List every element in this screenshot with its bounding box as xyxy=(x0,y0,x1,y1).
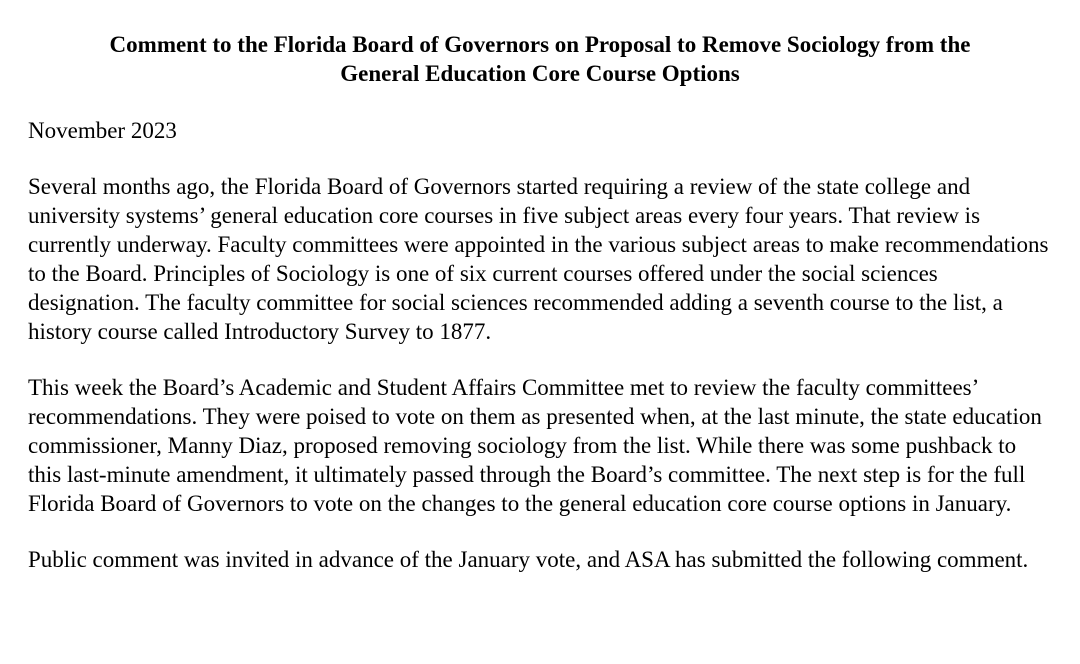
paragraph-public-comment: Public comment was invited in advance of the January vote, and ASA has submitted the following comment. xyxy=(28,547,1029,572)
document-title-line-1: Comment to the Florida Board of Governors on Proposal to Remove Sociology from the xyxy=(109,32,971,57)
document-title xyxy=(28,30,1052,88)
document-date: November 2023 xyxy=(28,118,177,143)
document-title-line-2: General Education Core Course Options xyxy=(340,61,740,86)
paragraph-background: Several months ago, the Florida Board of Governors started requiring a review of the state college and university systems’ general education core courses in five subject areas every four years. That review is currently underway. Faculty committees were appointed in the various subject areas to make recommendations to the Board. Principles of Sociology is one of six current courses offered under the social sciences designation. The faculty committee for social sciences recommended adding a seventh course to the list, a history course called Introductory Survey to 1877. xyxy=(28,174,1049,344)
paragraph-committee-meeting: This week the Board’s Academic and Student Affairs Committee met to review the faculty committees’ recommendations. They were poised to vote on them as presented when, at the last minute, the state education commissioner, Manny Diaz, proposed removing sociology from the list. While there was some pushback to this last-minute amendment, it ultimately passed through the Board’s committee. The next step is for the full Florida Board of Governors to vote on the changes to the general education core course options in January. xyxy=(28,375,1042,516)
